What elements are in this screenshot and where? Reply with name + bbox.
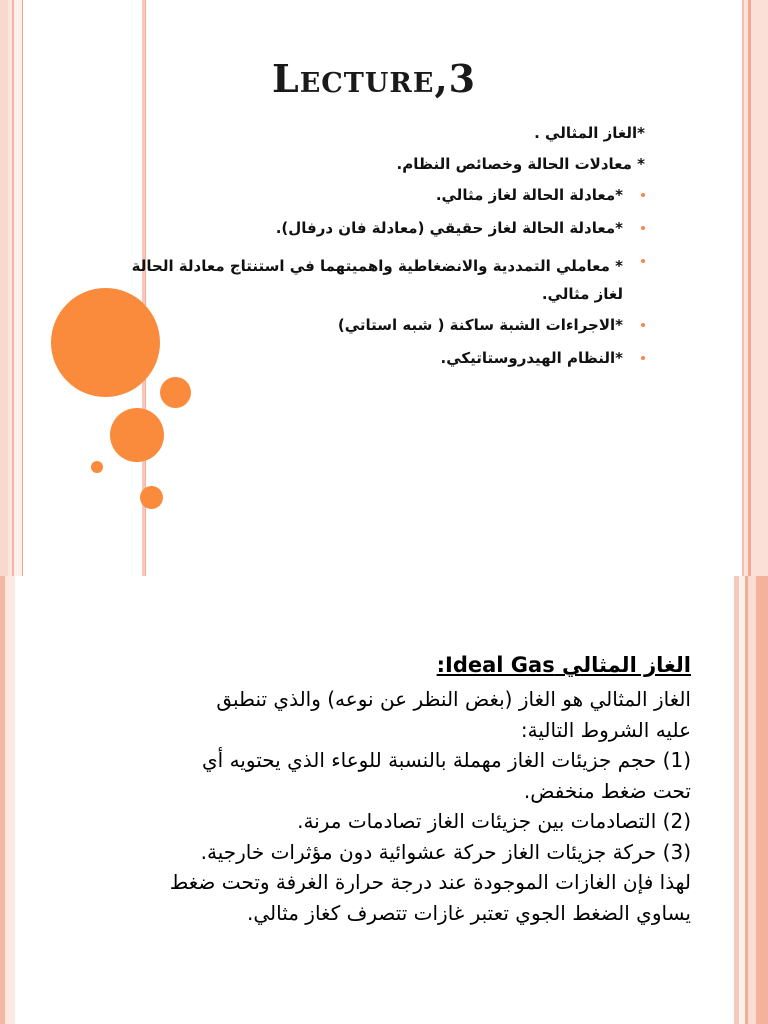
topic-item: *معادلة الحالة لغاز حقيقي (معادلة فان درفال). xyxy=(130,219,645,237)
body-line: يساوي الضغط الجوي تعتبر غازات تتصرف كغاز مثالي. xyxy=(246,900,691,925)
decor-circle-medium xyxy=(110,408,164,462)
body-line: (2) التصادمات بين جزيئات الغاز تصادمات مرنة. xyxy=(297,809,691,833)
topic-item: *معادلة الحالة لغاز مثالي. xyxy=(130,186,645,204)
topic-item: * معادلات الحالة وخصائص النظام. xyxy=(396,155,645,173)
bullet-icon xyxy=(641,259,645,263)
slide-title: Lecture,3 xyxy=(272,56,477,101)
decor-circle-tiny xyxy=(91,461,103,473)
section-heading: الغاز المثالي Ideal Gas: xyxy=(436,653,691,677)
body-line: (1) حجم جزيئات الغاز مهملة بالنسبة للوعاء الذي يحتويه أي xyxy=(202,748,691,772)
topic-list xyxy=(130,124,645,382)
body-line: لهذا فإن الغازات الموجودة عند درجة حرارة الغرفة وتحت ضغط xyxy=(169,870,691,894)
decor-stripe xyxy=(0,0,8,576)
topic-item: *الغاز المثالي . xyxy=(534,124,645,142)
section-body xyxy=(62,684,691,928)
bullet-icon xyxy=(641,356,645,360)
body-line: الغاز المثالي هو الغاز (بغض النظر عن نوعه) والذي تنطبق xyxy=(216,687,691,711)
body-line: تحت ضغط منخفض. xyxy=(523,778,691,803)
decor-stripe xyxy=(22,0,23,576)
slide-ideal-gas xyxy=(0,576,768,1024)
bullet-icon xyxy=(641,323,645,327)
decor-stripe xyxy=(14,0,22,576)
bullet-icon xyxy=(641,193,645,197)
body-line: عليه الشروط التالية: xyxy=(520,717,691,742)
decor-stripe xyxy=(748,576,756,1024)
bullet-icon xyxy=(641,226,645,230)
topic-item: * معاملي التمددية والانضغاطية واهميتهما في استنتاج معادلة الحالة لغاز مثالي. xyxy=(130,252,645,308)
topic-item: *الاجراءات الشبة ساكنة ( شبه استاتي) xyxy=(130,316,645,334)
decor-stripe xyxy=(751,0,768,576)
body-line: (3) حركة جزيئات الغاز حركة عشوائية دون مؤثرات خارجية. xyxy=(200,839,691,864)
decor-stripe xyxy=(756,576,768,1024)
decor-circle-small xyxy=(140,486,163,509)
decor-stripe xyxy=(5,576,15,1024)
topic-item: *النظام الهيدروستاتيكي. xyxy=(130,349,645,367)
